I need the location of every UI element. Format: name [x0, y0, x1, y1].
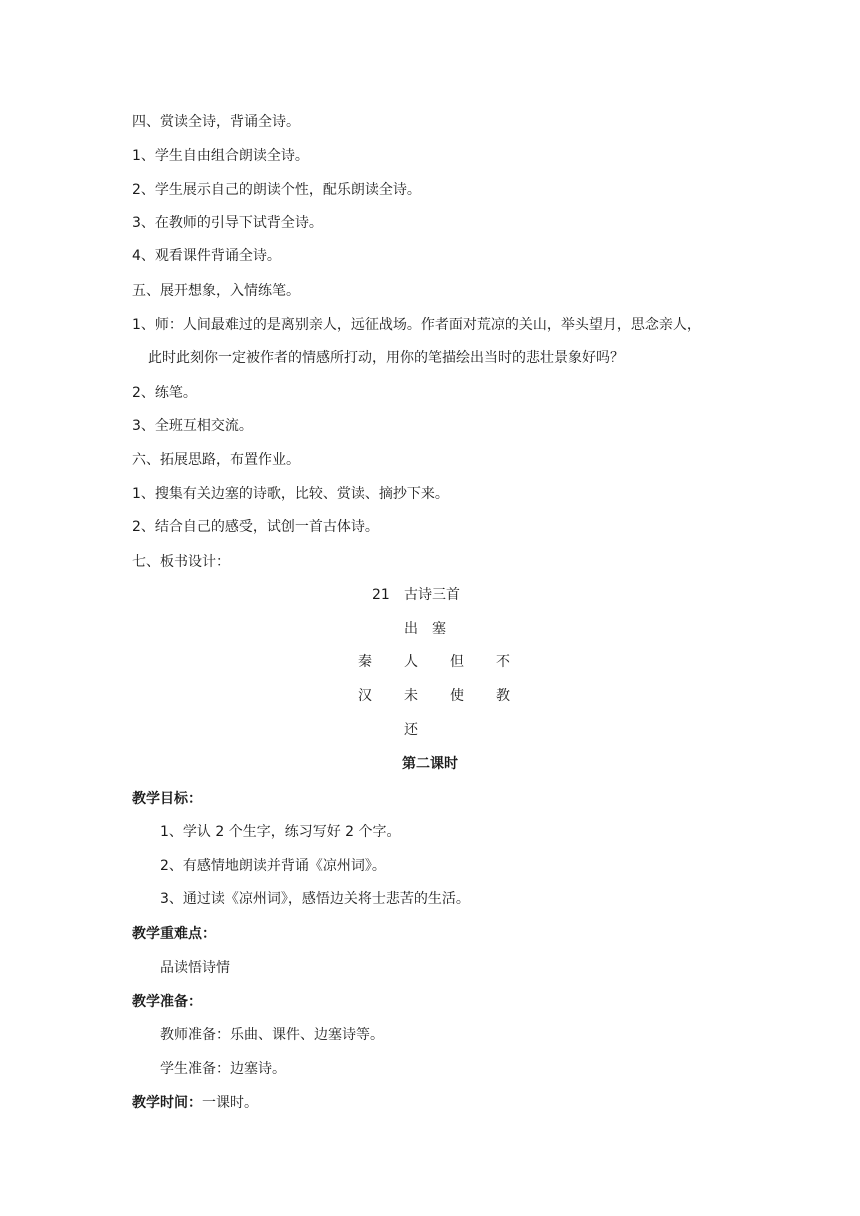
- key-points-text: 品读悟诗情: [160, 960, 230, 976]
- key-points-heading: 教学重难点：: [132, 926, 216, 942]
- step-line: 1、搜集有关边塞的诗歌，比较、赏读、摘抄下来。: [132, 486, 449, 502]
- board-char: 还: [404, 722, 418, 738]
- board-char: 人: [404, 654, 418, 670]
- board-char: 教: [496, 688, 510, 704]
- section-heading-4: 四、赏读全诗，背诵全诗。: [132, 114, 300, 130]
- step-line: 1、学生自由组合朗读全诗。: [132, 148, 309, 164]
- goal-item: 3、通过读《凉州词》，感悟边关将士悲苦的生活。: [160, 891, 470, 907]
- section-heading-6: 六、拓展思路，布置作业。: [132, 452, 300, 468]
- board-char: 不: [496, 654, 510, 670]
- teacher-preparation: 教师准备：乐曲、课件、边塞诗等。: [160, 1027, 384, 1043]
- step-line: 2、结合自己的感受，试创一首古体诗。: [132, 519, 379, 535]
- time-text: 一课时。: [202, 1095, 258, 1111]
- step-line: 4、观看课件背诵全诗。: [132, 248, 281, 264]
- second-lesson-title: 第二课时: [402, 756, 458, 772]
- step-line: 2、学生展示自己的朗读个性，配乐朗读全诗。: [132, 182, 421, 198]
- poem-title: 出 塞: [404, 621, 446, 637]
- step-line: 3、全班互相交流。: [132, 418, 253, 434]
- goals-heading: 教学目标：: [132, 791, 202, 807]
- lesson-title: 古诗三首: [404, 587, 460, 603]
- step-line: 2、练笔。: [132, 385, 197, 401]
- board-char: 使: [450, 688, 464, 704]
- lesson-number: 21: [372, 587, 390, 603]
- board-char: 但: [450, 654, 464, 670]
- time-heading: 教学时间：: [132, 1095, 202, 1111]
- step-line: 3、在教师的引导下试背全诗。: [132, 215, 323, 231]
- step-line: 1、师：人间最难过的是离别亲人，远征战场。作者面对荒凉的关山，举头望月，思念亲人，: [132, 317, 701, 333]
- teaching-time: [132, 1093, 258, 1113]
- goal-item: 1、学认 2 个生字，练习写好 2 个字。: [160, 824, 401, 840]
- section-heading-7: 七、板书设计：: [132, 554, 230, 570]
- section-heading-5: 五、展开想象，入情练笔。: [132, 283, 300, 299]
- preparation-heading: 教学准备：: [132, 994, 202, 1010]
- board-char: 秦: [358, 654, 372, 670]
- step-line-continued: 此时此刻你一定被作者的情感所打动，用你的笔描绘出当时的悲壮景象好吗？: [148, 350, 624, 366]
- goal-item: 2、有感情地朗读并背诵《凉州词》。: [160, 858, 386, 874]
- board-char: 汉: [358, 688, 372, 704]
- student-preparation: 学生准备：边塞诗。: [160, 1061, 286, 1077]
- board-char: 未: [404, 688, 418, 704]
